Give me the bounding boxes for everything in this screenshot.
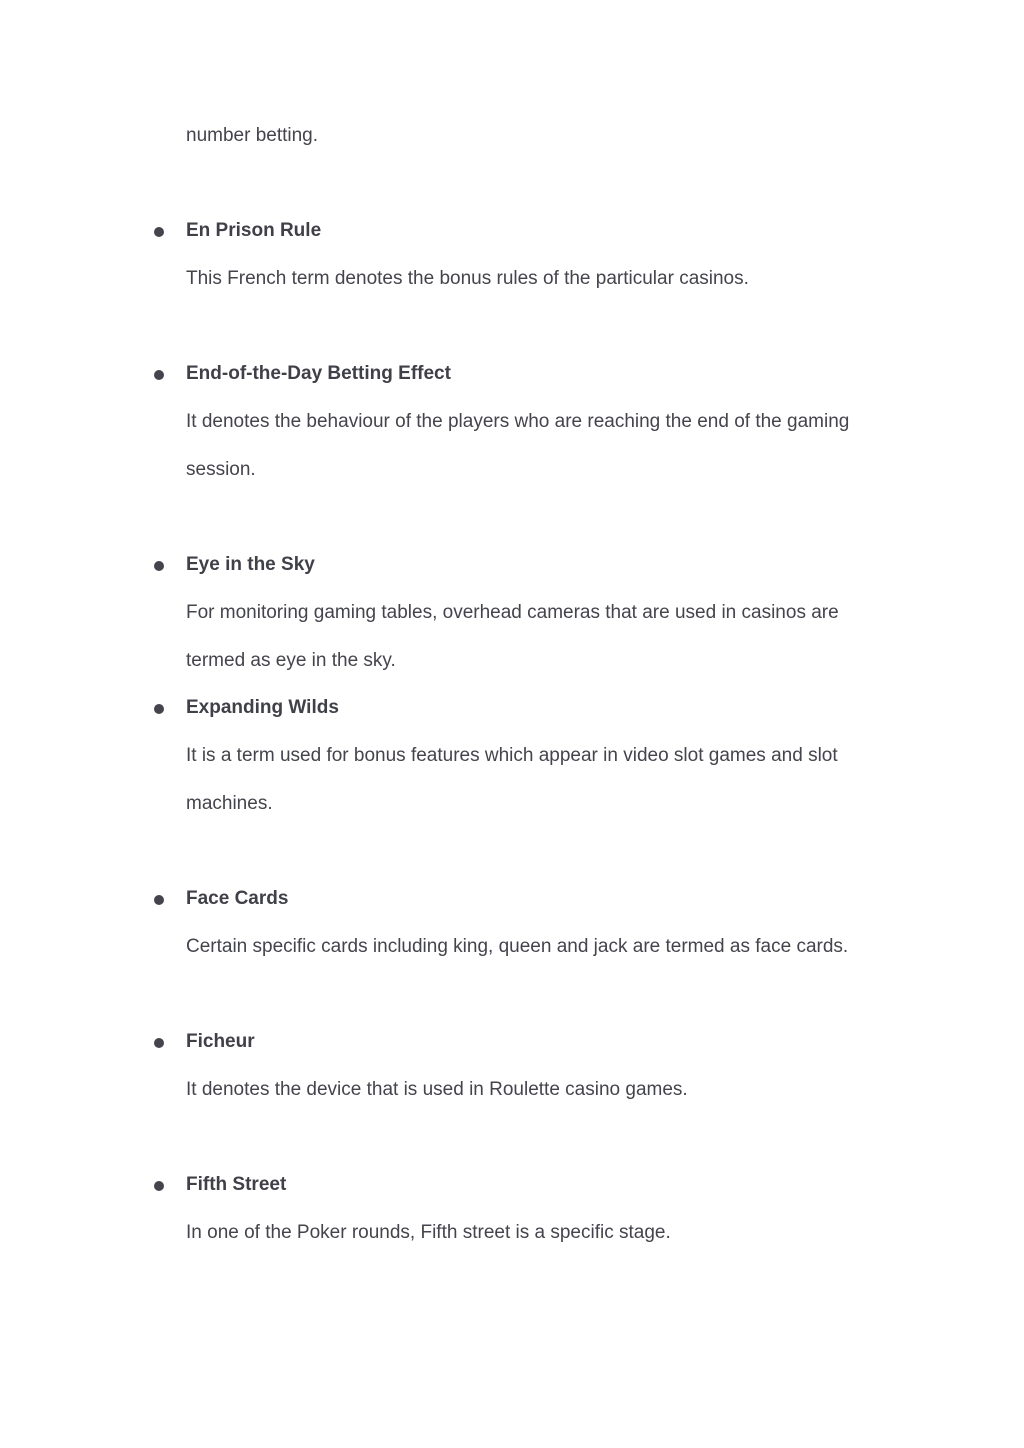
glossary-definition: termed as eye in the sky. — [186, 650, 396, 671]
bullet-icon — [154, 370, 164, 380]
glossary-definition: Certain specific cards including king, queen and jack are termed as face cards. — [186, 936, 849, 957]
bullet-icon — [154, 1181, 164, 1191]
glossary-definition: session. — [186, 459, 256, 480]
bullet-icon — [154, 704, 164, 714]
bullet-icon — [154, 561, 164, 571]
glossary-term: Face Cards — [186, 888, 289, 909]
glossary-definition: It denotes the behaviour of the players who are reaching the end of the gaming — [186, 411, 850, 432]
glossary-definition: It is a term used for bonus features which appear in video slot games and slot — [186, 745, 838, 766]
glossary-definition: For monitoring gaming tables, overhead cameras that are used in casinos are — [186, 602, 839, 623]
glossary-term: End-of-the-Day Betting Effect — [186, 363, 451, 384]
glossary-term: Ficheur — [186, 1031, 255, 1052]
glossary-term: Eye in the Sky — [186, 554, 315, 575]
glossary-term: En Prison Rule — [186, 220, 322, 241]
glossary-definition: machines. — [186, 793, 273, 814]
continuation-text: number betting. — [186, 125, 319, 146]
glossary-definition: It denotes the device that is used in Roulette casino games. — [186, 1079, 688, 1100]
bullet-icon — [154, 227, 164, 237]
glossary-term: Fifth Street — [186, 1174, 287, 1195]
bullet-icon — [154, 1038, 164, 1048]
glossary-term: Expanding Wilds — [186, 697, 339, 718]
bullet-icon — [154, 895, 164, 905]
glossary-definition: This French term denotes the bonus rules of the particular casinos. — [186, 268, 749, 289]
glossary-definition: In one of the Poker rounds, Fifth street is a specific stage. — [186, 1222, 671, 1243]
